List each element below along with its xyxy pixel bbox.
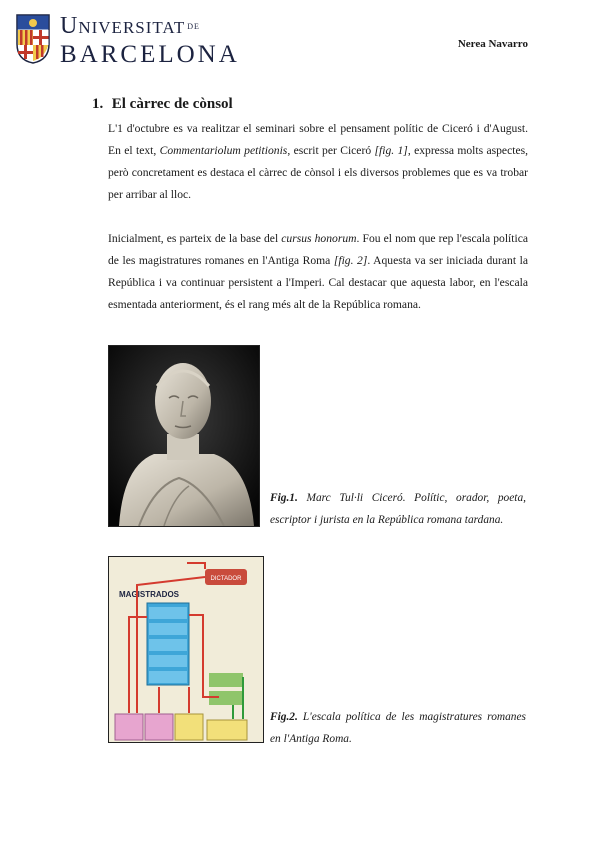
section-number: 1. <box>92 96 104 112</box>
page-header <box>0 0 600 80</box>
cicero-bust-image <box>108 345 260 527</box>
university-shield-icon <box>16 14 50 64</box>
figure-1-label: Fig.1. <box>270 492 298 504</box>
logo-word-barcelona: BARCELONA <box>60 41 240 68</box>
work-title: Commentariolum petitionis <box>159 144 288 157</box>
figure-2-caption <box>270 706 526 750</box>
logo-word-de: DE <box>187 22 200 31</box>
section-heading <box>92 96 233 113</box>
figure-2-label: Fig.2. <box>270 711 298 723</box>
cursus-honorum-term: cursus honorum <box>281 232 357 245</box>
author-name: Nerea Navarro <box>457 38 528 50</box>
figure-ref-1: [fig. 1] <box>374 144 408 157</box>
section-title: El càrrec de cònsol <box>111 96 233 112</box>
cursus-honorum-diagram <box>108 556 264 743</box>
university-wordmark <box>60 14 240 68</box>
diagram-title: MAGISTRADOS <box>119 590 179 599</box>
logo-word-universitat: NIVERSITAT <box>78 18 186 37</box>
paragraph-2: Inicialment, es parteix de la base del cursus honorum. Fou el nom que rep l'escala política de les magistratures romanes en l'Antiga Roma [fig. 2]. Aquesta va ser iniciada durant la República i va continuar persistent a l'Imperi. Cal destacar que aquesta labor, en l'escala esmentada anteriorment, és el rang més alt de la República romana. <box>108 232 529 311</box>
figure-2-text: L'escala política de les magistratures romanes en l'Antiga Roma. <box>270 711 526 745</box>
figure-1-caption <box>270 487 526 531</box>
dictator-label: DICTADOR <box>210 576 242 582</box>
figure-1-text: Marc Tul·li Ciceró. Polític, orador, poeta, escriptor i jurista en la República romana tardana. <box>270 492 526 526</box>
figure-ref-2: [fig. 2] <box>333 254 368 267</box>
paragraph-1: L'1 d'octubre es va realitzar el seminari sobre el pensament polític de Ciceró i d'August. En el text, Commentariolum petitionis, escrit per Ciceró [fig. 1], expressa molts aspectes, però concretament es destaca el càrrec de cònsol i els diversos problemes que es va trobar per arribar al lloc. <box>108 122 529 201</box>
logo-initial: U <box>60 13 79 39</box>
